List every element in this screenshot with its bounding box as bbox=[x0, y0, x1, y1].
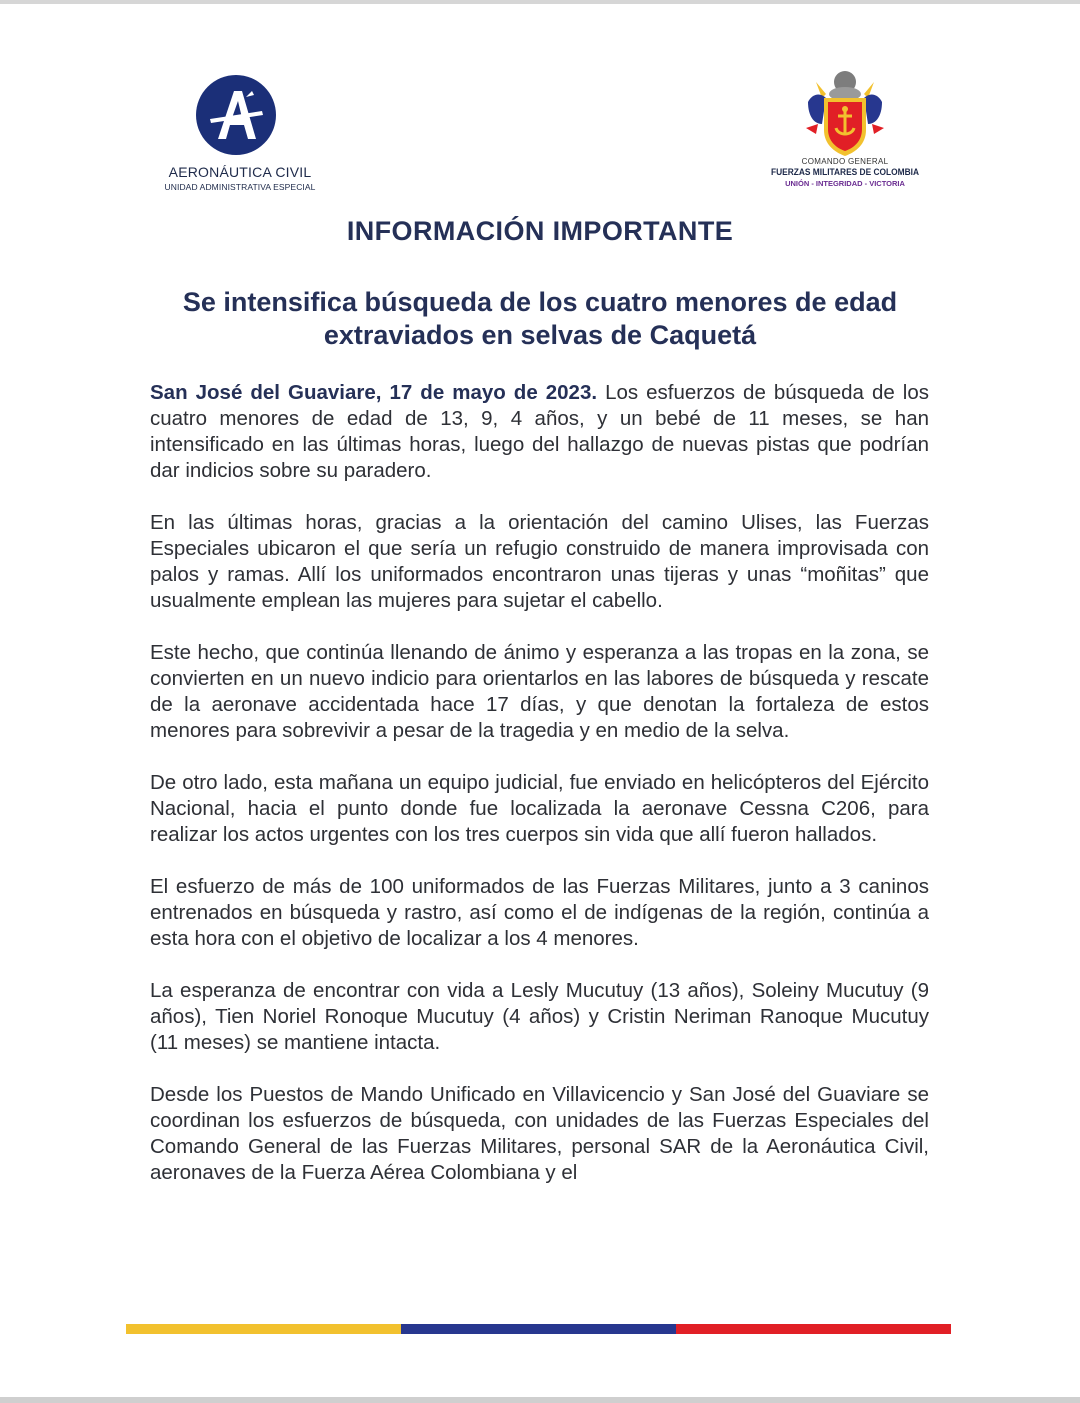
paragraph-1 bbox=[150, 380, 929, 484]
military-crest-icon bbox=[802, 68, 888, 158]
military-logo-line2: FUERZAS MILITARES DE COLOMBIA bbox=[770, 167, 920, 178]
aeronautica-civil-logo bbox=[150, 70, 330, 195]
footer-stripe-blue bbox=[401, 1324, 676, 1334]
paragraph-5: El esfuerzo de más de 100 uniformados de las Fuerzas Militares, junto a 3 caninos entrenados en búsqueda y rastro, así como el de indígenas de la región, continúa a esta hora con el objetivo de localizar a los 4 menores. bbox=[150, 875, 929, 950]
paragraph-7: Desde los Puestos de Mando Unificado en Villavicencio y San José del Guaviare se coordinan los esfuerzos de búsqueda, con unidades de las Fuerzas Especiales del Comando General de las Fuerzas Militares, personal SAR de la Aeronáutica Civil, aeronaves de la Fuerza Aérea Colombiana y el bbox=[150, 1083, 929, 1184]
paragraph-2: En las últimas horas, gracias a la orientación del camino Ulises, las Fuerzas Especiales ubicaron el que sería un refugio construido de manera improvisada con palos y ramas. Allí los uniformados encontraron unas tijeras y unas “moñitas” que usualmente emplean las mujeres para sujetar el cabello. bbox=[150, 511, 929, 612]
aero-logo-name: AERONÁUTICA CIVIL bbox=[168, 164, 312, 180]
military-logo-line1: COMANDO GENERAL bbox=[801, 157, 889, 166]
paragraph-6: La esperanza de encontrar con vida a Lesly Mucutuy (13 años), Soleiny Mucutuy (9 años), Tien Noriel Ronoque Mucutuy (4 años) y Cristin Neriman Ranoque Mucutuy (11 meses) se mantiene intacta. bbox=[150, 979, 929, 1054]
page-top-edge bbox=[0, 0, 1080, 4]
fuerzas-militares-logo bbox=[760, 68, 930, 193]
paragraph-3: Este hecho, que continúa llenando de ánimo y esperanza a las tropas en la zona, se convierten en un nuevo indicio para orientarlos en las labores de búsqueda y rescate de la aeronave accidentada hace 17 días, y que denotan la fortaleza de estos menores para sobrevivir a pesar de la tragedia y en medio de la selva. bbox=[150, 641, 929, 742]
document-title: Se intensifica búsqueda de los cuatro menores de edad extraviados en selvas de Caquetá bbox=[182, 287, 898, 350]
page-bottom-edge bbox=[0, 1397, 1080, 1403]
paragraph-1-text: Los esfuerzos de búsqueda de los cuatro menores de edad de 13, 9, 4 años, y un bebé de 11 meses, se han intensificado en las últimas horas, luego del hallazgo de nuevas pistas que podrían dar indicios sobre su paradero. bbox=[150, 381, 929, 482]
paragraph-4: De otro lado, esta mañana un equipo judicial, fue enviado en helicópteros del Ejército Nacional, hacia el punto donde fue localizada la aeronave Cessna C206, para realizar los actos urgentes con los tres cuerpos sin vida que allí fueron hallados. bbox=[150, 771, 929, 846]
military-logo-motto: UNIÓN - INTEGRIDAD - VICTORIA bbox=[785, 179, 905, 188]
aeronautica-a-emblem-icon bbox=[196, 75, 276, 155]
dateline: San José del Guaviare, 17 de mayo de 2023. bbox=[150, 381, 598, 404]
document-heading: INFORMACIÓN IMPORTANTE bbox=[346, 216, 734, 246]
aero-logo-subtitle: UNIDAD ADMINISTRATIVA ESPECIAL bbox=[164, 182, 316, 192]
footer-stripe-red bbox=[676, 1324, 951, 1334]
footer-stripe-yellow bbox=[126, 1324, 401, 1334]
document-body bbox=[150, 380, 929, 1186]
